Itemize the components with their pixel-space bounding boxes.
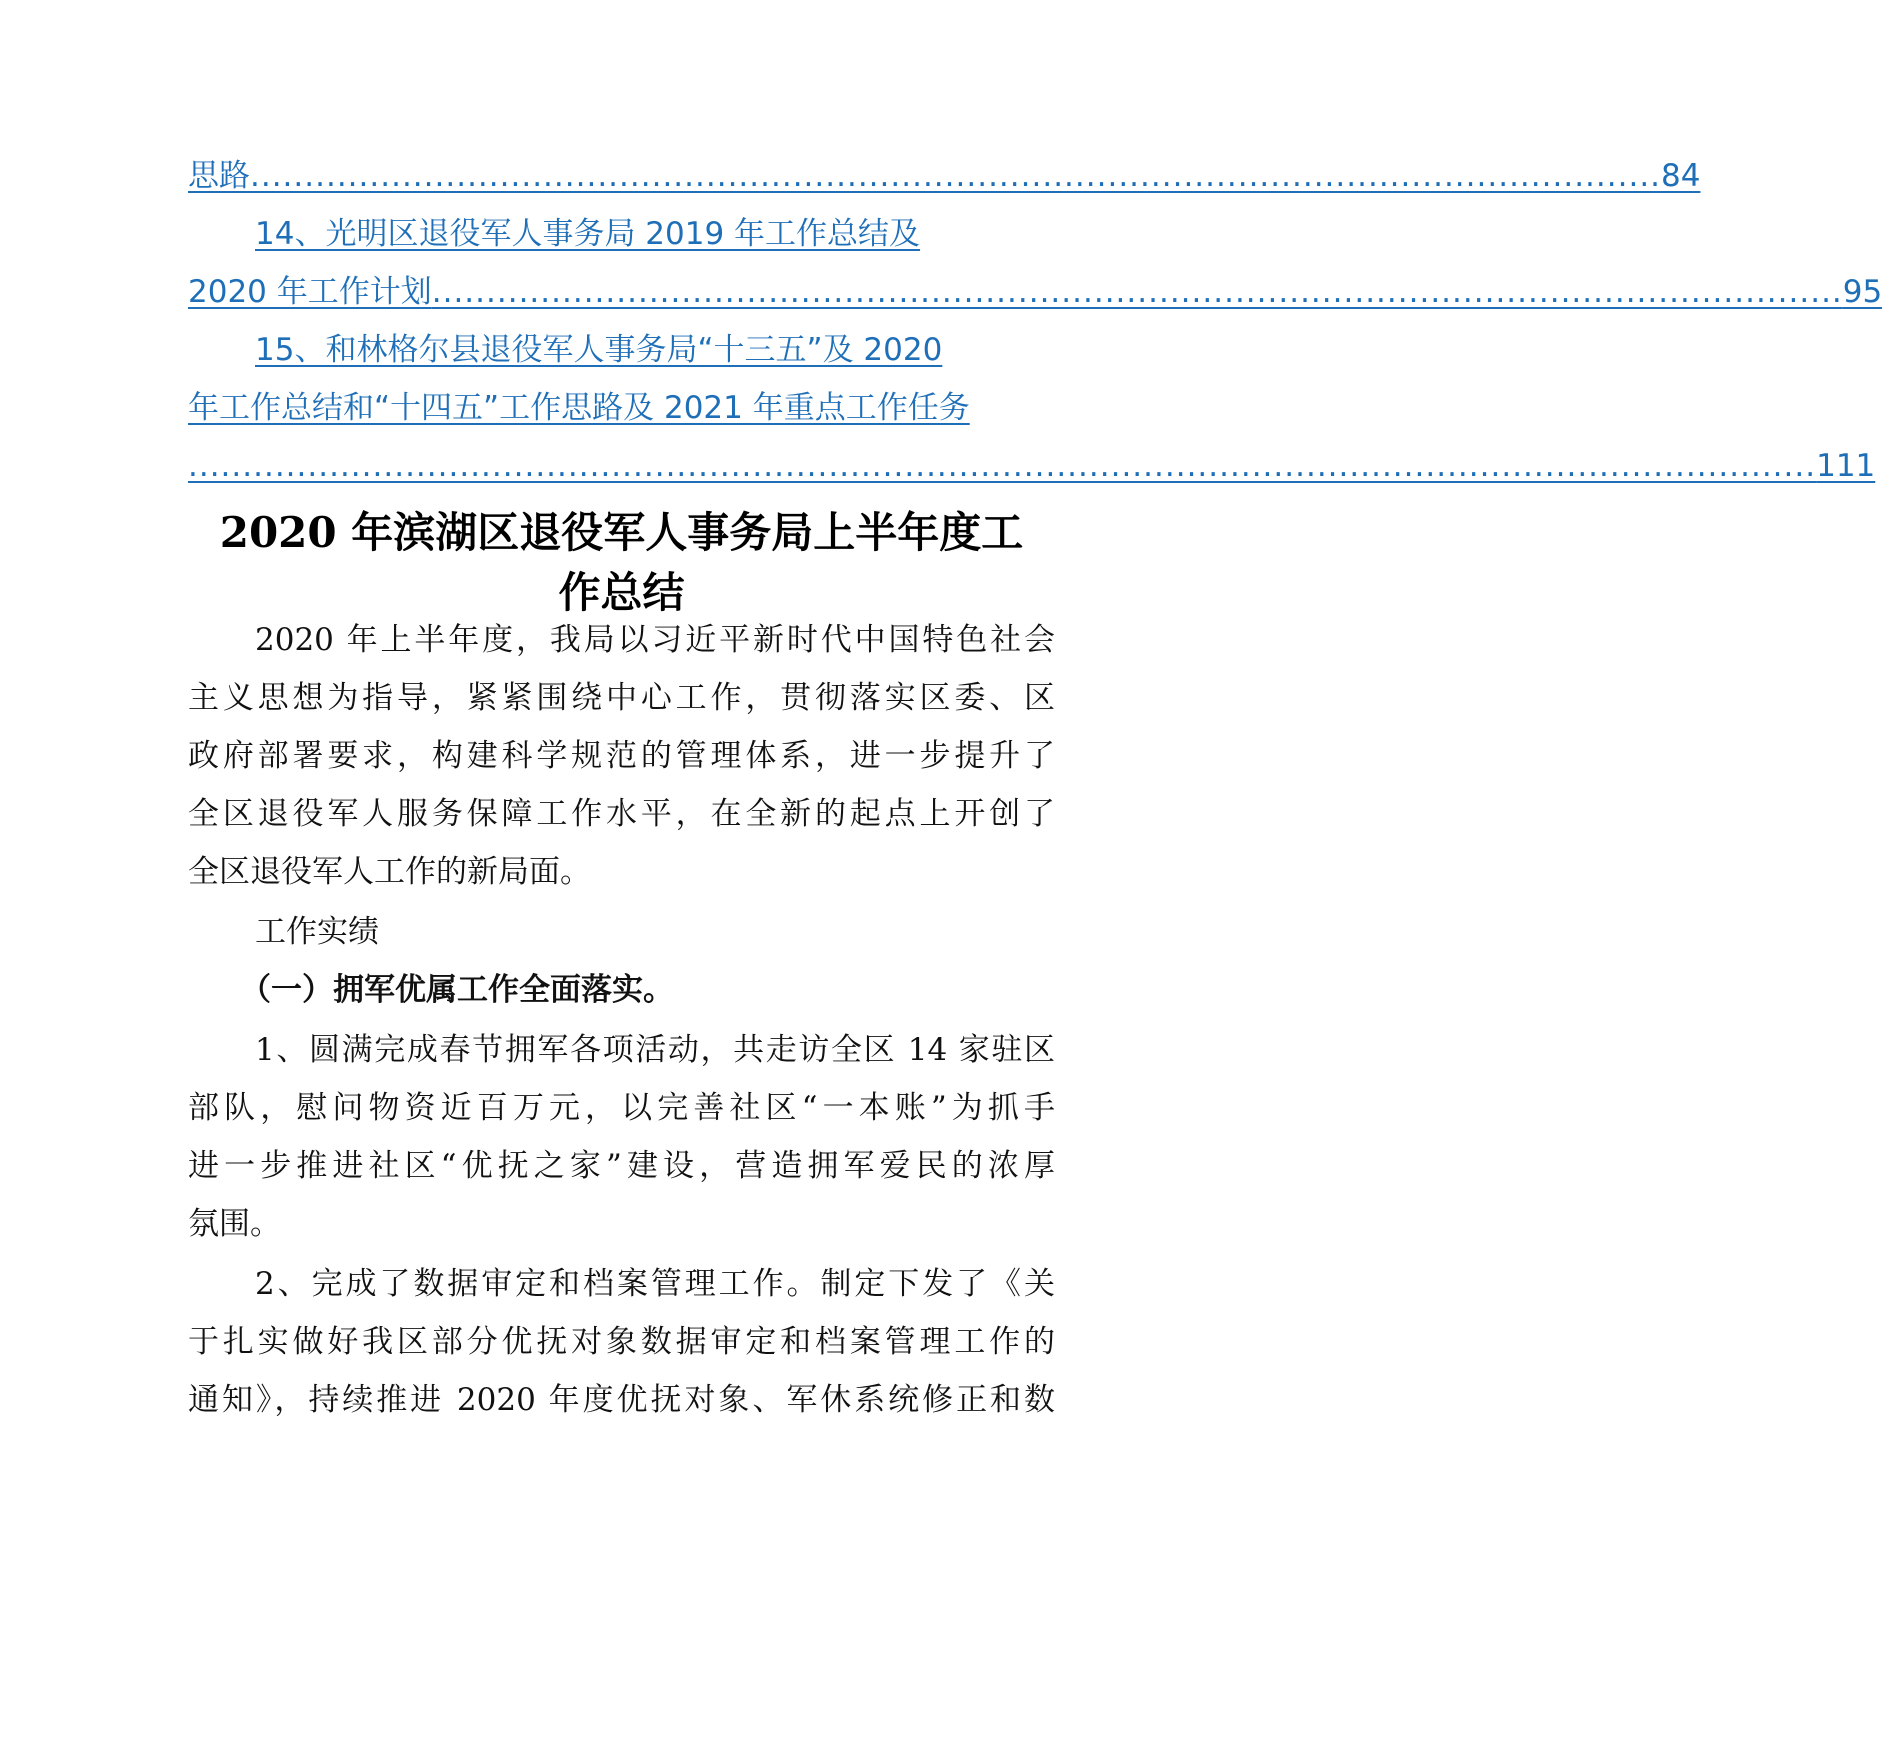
paragraph-line: 2020 年上半年度，我局以习近平新时代中国特色社会 — [255, 622, 1055, 658]
toc-entry-text[interactable]: 14、光明区退役军人事务局 2019 年工作总结及 — [255, 216, 921, 252]
paragraph-line: 全区退役军人服务保障工作水平，在全新的起点上开创了 — [188, 796, 1055, 832]
toc-entry-15-line1[interactable] — [255, 330, 1055, 370]
paragraph-line: 氛围。 — [188, 1206, 281, 1242]
document-title-line2: 作总结 — [558, 568, 685, 617]
section-heading: （一）拥军优属工作全面落实。 — [240, 972, 674, 1008]
paragraph-line: 政府部署要求，构建科学规范的管理体系，进一步提升了 — [188, 738, 1055, 774]
paragraph-line: 2、完成了数据审定和档案管理工作。制定下发了《关 — [255, 1266, 1055, 1302]
section-label: 工作实绩 — [255, 914, 379, 950]
toc-entry-13-continuation[interactable] — [188, 156, 1701, 196]
paragraph-line: 全区退役军人工作的新局面。 — [188, 854, 591, 890]
toc-entry-15-line3[interactable] — [188, 446, 1876, 486]
toc-leader-dots: .................................................................................................................................. — [250, 158, 1662, 194]
paragraph-line: 于扎实做好我区部分优抚对象数据审定和档案管理工作的 — [188, 1324, 1055, 1360]
toc-entry-text[interactable]: 2020 年工作计划 — [188, 274, 432, 310]
paragraph-line: 主义思想为指导，紧紧围绕中心工作，贯彻落实区委、区 — [188, 680, 1055, 716]
toc-page-number[interactable]: 84 — [1661, 158, 1701, 194]
toc-leader-dots: .................................................................................................................................. — [431, 274, 1843, 310]
toc-entry-text[interactable]: 年工作总结和“十四五”工作思路及 2021 年重点工作任务 — [188, 390, 970, 426]
document-title-line1: 2020 年滨湖区退役军人事务局上半年度工 — [219, 508, 1024, 557]
paragraph-line: 部队，慰问物资近百万元，以完善社区“一本账”为抓手 — [188, 1090, 1055, 1126]
paragraph-line: 进一步推进社区“优抚之家”建设，营造拥军爱民的浓厚 — [188, 1148, 1055, 1184]
toc-entry-14-line1[interactable] — [255, 214, 1055, 254]
toc-page-number[interactable]: 95 — [1842, 274, 1882, 310]
toc-leader-dots: ...................................................................................................................................................... — [188, 448, 1817, 484]
toc-entry-14-line2[interactable] — [188, 272, 1882, 312]
paragraph-line: 1、圆满完成春节拥军各项活动，共走访全区 14 家驻区 — [255, 1032, 1055, 1068]
paragraph-line: 通知》，持续推进 2020 年度优抚对象、军休系统修正和数 — [188, 1382, 1055, 1418]
toc-entry-15-line2[interactable] — [188, 388, 1055, 428]
toc-page-number[interactable]: 111 — [1816, 448, 1876, 484]
toc-entry-text[interactable]: 15、和林格尔县退役军人事务局“十三五”及 2020 — [255, 332, 943, 368]
toc-entry-text[interactable]: 思路 — [188, 158, 250, 194]
